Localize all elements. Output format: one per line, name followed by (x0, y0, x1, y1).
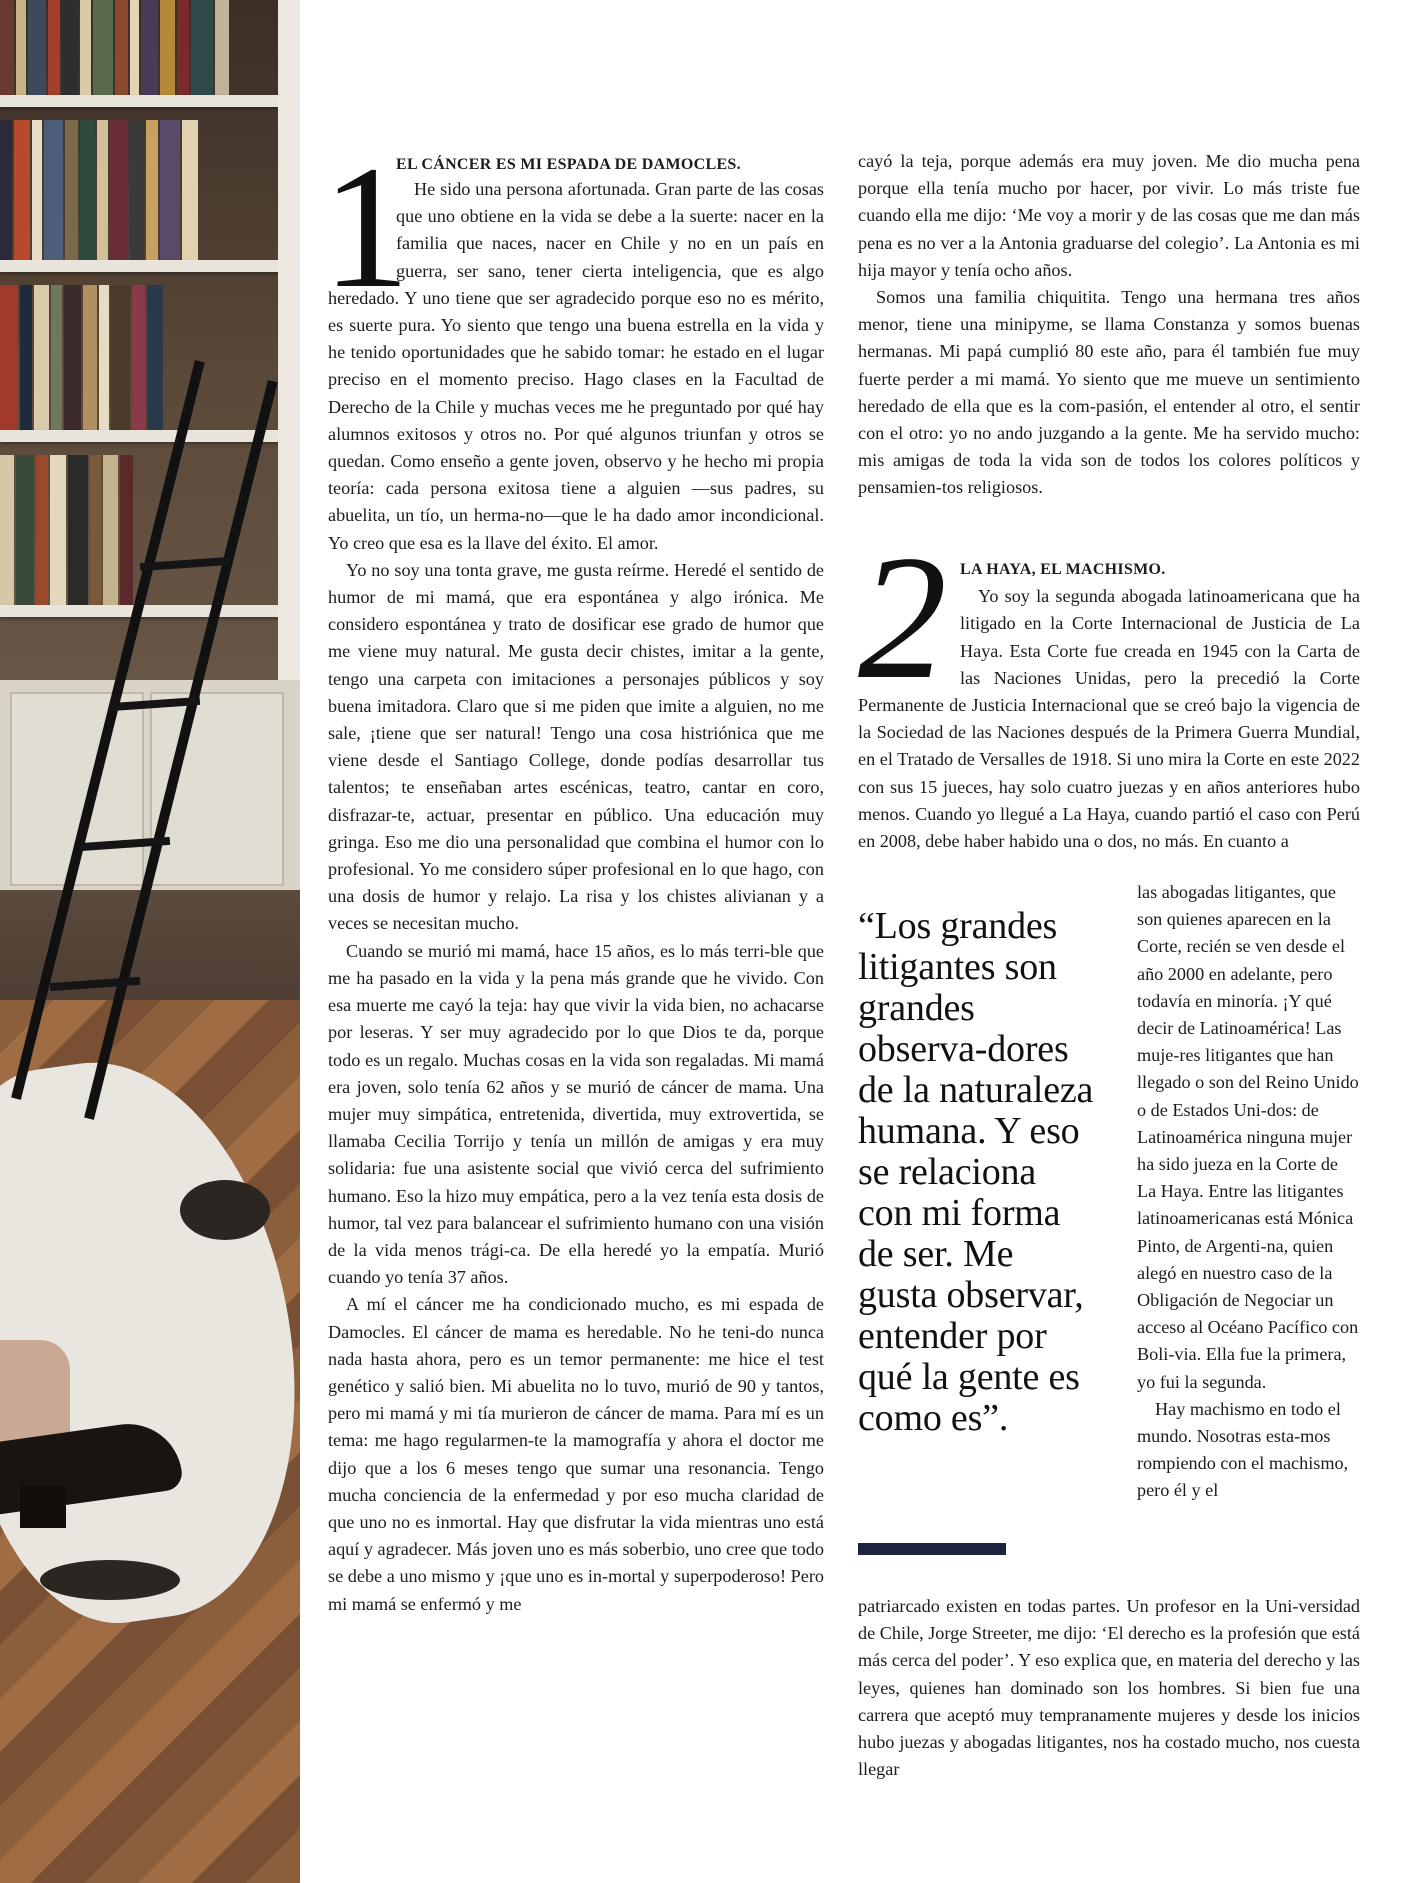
section1-paragraph-2: Yo no soy una tonta grave, me gusta reírme. Heredé el sentido de humor de mi mamá, que era espontánea y algo irónica. Me considero espontánea y trato de dosificar ese grado de humor que me viene muy natural. Me gusta decir chistes, imitar a la gente, tengo una carpeta con imitaciones a personajes públicos y soy buena imitadora. Claro que si me piden que imite a alguien, no me sale, ¡tiene que ser natural! Tengo una cosa histriónica que me viene desde el Santiago College, donde podías desarrollar tus talentos; te enseñaban artes escénicas, teatro, cantar en coro, disfrazar-te, actuar, presentar en público. Una educación muy gringa. Eso me dio una personalidad que combina el humor con lo profesional. Yo me considero súper profesional en lo que hago, con una dosis de humor y relajo. La risa y los chistes alivianan y a veces se necesitan mucho. (328, 559, 824, 934)
photo-panel (0, 0, 300, 1883)
dropcap-spacer-2 (858, 555, 960, 675)
section1-paragraph-3: Cuando se murió mi mamá, hace 15 años, es lo más terri-ble que me ha pasado en la vida y la pena más grande que he vivido. Con esa muerte me cayó la teja: hay que vivir la vida bien, no achacarse por leseras. Y ser muy agradecido por lo que Dios te da, porque todo es un regalo. Muchas cosas en la vida son regaladas. Mi mamá era joven, solo tenía 62 años y se murió de cáncer de mama. Una mujer muy simpática, entretenida, divertida, muy extrovertida, se llamaba Cecilia Torrijo y tenía un millón de amigas y era muy solidaria: fue una asistente social que vivió cerca del sufrimiento humano. Eso la hizo muy empática, pero a la vez tenía esta dosis de humor, tal vez para balancear el sufrimiento humano con una visión de la vida menos trági-ca. De ella heredé yo la empatía. Murió cuando yo tenía 37 años. (328, 940, 824, 1288)
section2-narrow-column (1137, 879, 1360, 1505)
section2-paragraph-1b: las abogadas litigantes, que son quienes aparecen en la Corte, recién se ven desde el año 2000 en adelante, pero todavía en minoría. ¡Y qué decir de Latinoamérica! Las muje-res litigantes que han llegado o son del Reino Unido o de Estados Uni-dos: de Latinoamérica ninguna mujer ha sido jueza en la Corte de La Haya. Entre las litigantes latinoamericanas está Mónica Pinto, de Argenti-na, quien alegó en nuestro caso de la Obligación de Negociar un acceso al Océano Pacífico con Boli-via. Ella fue la primera, yo fui la segunda. (1137, 882, 1359, 1392)
dropcap-spacer (328, 176, 396, 284)
section2-block (858, 555, 1360, 855)
section1-heading: EL CÁNCER ES MI ESPADA DE DAMOCLES. (396, 156, 741, 173)
section1-paragraph-4: A mí el cáncer me ha condicionado mucho, es mi espada de Damocles. El cáncer de mama es heredable. No he teni-do nunca nada hasta ahora, pero es un temor permanente: me hice el test genético y salió bien. Mi abuelita no lo tuvo, murió de 90 y tantos, pero mi mamá y mi tía murieron de cáncer de mama. Para mí es un tema: me hago regularmen-te la mamografía y ahora el doctor me dijo que a los 6 meses tengo que sumar una resonancia. Tengo mucha conciencia de la enfermedad y por eso mucha claridad de que uno no es inmortal. Hay que disfrutar la vida mientras uno está aquí y agradecer. Más joven uno es más soberbio, uno cree que todo se debe a uno mismo y ¡que uno es in-mortal y superpoderoso! Pero mi mamá se enfermó y me (328, 1294, 824, 1614)
section1-paragraph-5: cayó la teja, porque además era muy joven. Me dio mucha pena porque ella tenía mucho por hacer, por vivir. Lo más triste fue cuando ella me dijo: ‘Me voy a morir y de las cosas que me dan más pena es no ver a la Antonia graduarse del colegio’. La Antonia es mi hija mayor y tenía ocho años. (858, 151, 1360, 280)
column-left (328, 176, 824, 1618)
section1-number: 1 (322, 130, 410, 325)
section2-paragraph-1a: Yo soy la segunda abogada latinoamericana que ha litigado en la Corte Internacional de Justicia de La Haya. Esta Corte fue creada en 1945 con la Carta de las Naciones Unidas, pero la precedió la Corte Permanente de Justicia Internacional que se creó bajo la vigencia de la Sociedad de las Naciones después de la Primera Guerra Mundial, en el Tratado de Versalles de 1918. Si uno mira la Corte en este 2022 con sus 15 jueces, hay solo cuatro juezas y en años anteriores hubo menos. Cuando yo llegué a La Haya, cuando partió el caso con Perú en 2008, debe haber habido una o dos, no más. En cuanto a (858, 586, 1360, 852)
section2-bottom (858, 1593, 1360, 1783)
section1-paragraph-1-text: He sido una persona afortunada. Gran parte de las cosas que uno obtiene en la vida se debe a la suerte: nacer en la familia que naces, nacer en Chile y no en un país en guerra, ser sano, tener cierta inteligencia, que es algo heredado. Y uno tiene que ser agradecido porque eso no es mérito, es suerte pura. Yo siento que tengo una buena estrella en la vida y he tenido oportunidades que he sabido tomar: he estado en el lugar preciso en el momento preciso. Hago clases en la Facultad de Derecho de la Chile y muchas veces me he preguntado por qué hay alumnos exitosos y otros no. Por qué algunos triunfan y otros se quedan. Como enseño a gente joven, observo y he hecho mi propia teoría: cada persona exitosa tiene a alguien —sus padres, su abuelita, un tío, un herma-no—que le ha dado amor incondicional. Yo creo que esa es la llave del éxito. El amor. (328, 179, 824, 553)
section2-paragraph-2b: patriarcado existen en todas partes. Un profesor en la Uni-versidad de Chile, Jorge Streeter, me dijo: ‘El derecho es la profesión que está más cerca del poder’. Y eso explica que, en materia del derecho y las leyes, quienes han dominado son los hombres. Si bien fue una carrera que aceptó muy tempranamente mujeres y desde los inicios hubo juezas y abogadas litigantes, nos ha costado mucho, nos cuesta llegar (858, 1596, 1360, 1780)
column-right-top (858, 148, 1360, 502)
pull-quote-bar (858, 1543, 1006, 1555)
pull-quote: “Los grandes litigantes son grandes observa-dores de la naturaleza humana. Y eso se relaciona con mi forma de ser. Me gusta observar, entender por qué la gente es como es”. (858, 905, 1094, 1439)
section1-intro (396, 151, 824, 178)
section2-heading: LA HAYA, EL MACHISMO. (960, 561, 1166, 578)
section1-paragraph-1 (328, 176, 824, 557)
section2-paragraph-2a: Hay machismo en todo el mundo. Nosotras esta-mos rompiendo con el machismo, pero él y el (1137, 1398, 1349, 1501)
section2-number: 2 (858, 518, 947, 716)
section1-paragraph-6: Somos una familia chiquitita. Tengo una hermana tres años menor, tiene una minipyme, se llama Constanza y somos buenas hermanas. Mi papá cumplió 80 este año, para él también fue muy fuerte perder a mi mamá. Yo siento que me mueve un sentimiento heredado de ella que es la com-pasión, el entender al otro, el sentir con el otro: yo no ando juzgando a la gente. Me ha servido mucho: mis amigas de toda la vida son de todos los colores políticos y pensamien-tos religiosos. (858, 287, 1360, 498)
section2-heading-row (858, 555, 1360, 855)
